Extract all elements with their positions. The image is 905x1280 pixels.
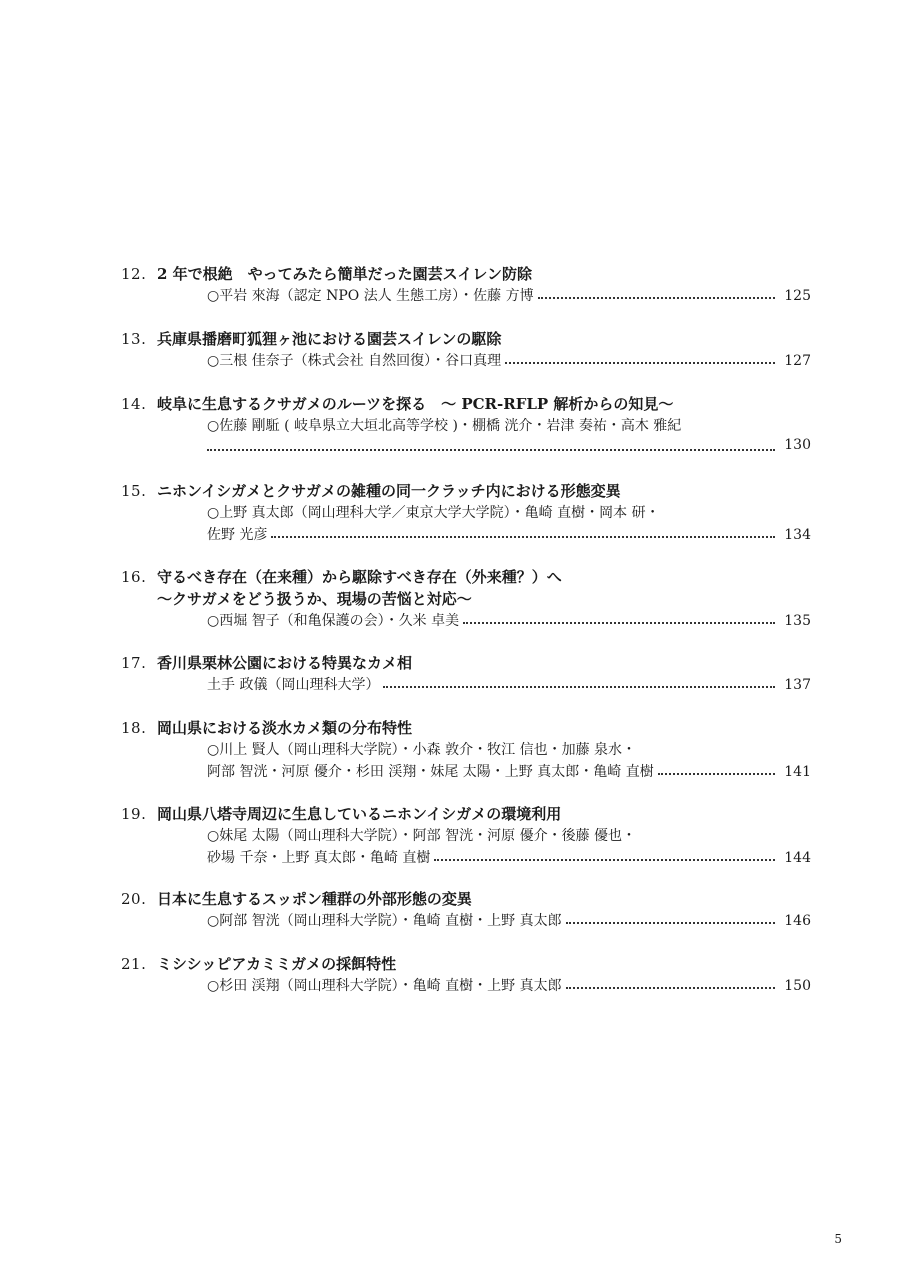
toc-page-number: 125: [784, 288, 811, 304]
toc-entry-number: 17.: [121, 654, 147, 672]
dot-leader: [538, 289, 775, 303]
toc-entry-title-text: 日本に生息するスッポン種群の外部形態の変異: [157, 890, 472, 908]
toc-entry-title-text: 岡山県における淡水カメ類の分布特性: [157, 719, 413, 737]
author-text: 佐野 光彦: [207, 527, 268, 543]
author-text: ○佐藤 剛駈 ( 岐阜県立大垣北高等学校 )・棚橋 洸介・岩津 奏祐・高木 雅紀: [207, 418, 682, 434]
toc-page-number: 134: [784, 527, 811, 543]
toc-page-number: 150: [784, 978, 811, 994]
toc-entry-number: 21.: [121, 955, 147, 973]
toc-entry-title-text: ～クサガメをどう扱うか、現場の苦悩と対応～: [157, 590, 472, 608]
toc-entry-title-text: 岡山県八塔寺周辺に生息しているニホンイシガメの環境利用: [157, 805, 562, 823]
dot-leader: [566, 914, 775, 928]
toc-entry-authors: [121, 415, 811, 437]
toc-entry: [121, 803, 811, 869]
dot-leader: [566, 979, 775, 993]
toc-entry-title-text: 香川県栗林公園における特異なカメ相: [157, 654, 413, 672]
author-text: ○杉田 渓翔（岡山理科大学院）・亀崎 直樹・上野 真太郎: [207, 978, 562, 994]
author-text: ○西堀 智子（和亀保護の会）・久米 卓美: [207, 613, 460, 629]
toc-entry-title: [121, 480, 811, 502]
toc-entry-title: [121, 803, 811, 825]
author-text: ○妹尾 太陽（岡山理科大学院）・阿部 智洸・河原 優介・後藤 優也・: [207, 828, 637, 844]
toc-page-number: 146: [784, 913, 811, 929]
author-text: ○平岩 來海（認定 NPO 法人 生態工房）・佐藤 方博: [207, 288, 534, 304]
toc-entry: [121, 888, 811, 932]
toc-entry-authors: [121, 285, 811, 307]
toc-entry-title: [121, 717, 811, 739]
toc-entry: [121, 652, 811, 696]
toc-entry-title-text: ミシシッピアカミミガメの採餌特性: [157, 955, 397, 973]
toc-entry: [121, 953, 811, 997]
toc-page-number: 144: [784, 850, 811, 866]
dot-leader: [658, 765, 775, 779]
toc-entry-title: [121, 328, 811, 350]
dot-leader: [383, 678, 775, 692]
toc-entry-title-text: 守るべき存在（在来種）から駆除すべき存在（外来種？）へ: [157, 568, 562, 586]
toc-entry-number: 16.: [121, 568, 147, 586]
dot-leader: [463, 614, 775, 628]
toc-entry-title: [121, 588, 811, 610]
toc-entry-authors: [121, 739, 811, 761]
toc-entry-number: 20.: [121, 890, 147, 908]
toc-entry: [121, 393, 811, 459]
author-text: ○三根 佳奈子（株式会社 自然回復）・谷口真理: [207, 353, 502, 369]
toc-entry: [121, 480, 811, 546]
toc-entry-authors: [121, 910, 811, 932]
author-text: ○阿部 智洸（岡山理科大学院）・亀崎 直樹・上野 真太郎: [207, 913, 562, 929]
toc-entry-title: [121, 888, 811, 910]
toc-entry-authors: [121, 975, 811, 997]
toc-page-number: 130: [784, 437, 811, 453]
toc-entry-title-text: 岐阜に生息するクサガメのルーツを探る ～ PCR-RFLP 解析からの知見～: [157, 395, 674, 413]
toc-entry-title-text: 兵庫県播磨町狐狸ヶ池における園芸スイレンの駆除: [157, 330, 502, 348]
toc-entry-number: 14.: [121, 395, 147, 413]
toc-entry-title: [121, 263, 811, 285]
toc-entry-authors: [121, 502, 811, 524]
author-text: ○上野 真太郎（岡山理科大学／東京大学大学院）・亀崎 直樹・岡本 研・: [207, 505, 660, 521]
toc-entry-authors: [121, 674, 811, 696]
author-text: ○川上 賢人（岡山理科大学院）・小森 敦介・牧江 信也・加藤 泉水・: [207, 742, 637, 758]
toc-entry-title: [121, 953, 811, 975]
toc-entry-number: 15.: [121, 482, 147, 500]
toc-entry: [121, 328, 811, 372]
author-text: 阿部 智洸・河原 優介・杉田 渓翔・妹尾 太陽・上野 真太郎・亀崎 直樹: [207, 764, 654, 780]
toc-page-number: 135: [784, 613, 811, 629]
toc-entry-number: 19.: [121, 805, 147, 823]
dot-leader: [271, 528, 775, 542]
toc-entry-authors: [121, 847, 811, 869]
toc-entry: [121, 717, 811, 783]
toc-entry-title: [121, 393, 811, 415]
toc-entry-authors: [121, 825, 811, 847]
toc-entry-title-text: 2 年で根絶 やってみたら簡単だった園芸スイレン防除: [157, 265, 532, 283]
toc-entry-title: [121, 566, 811, 588]
toc-entry: [121, 263, 811, 307]
dot-leader: [207, 441, 775, 455]
toc-entry-authors: [121, 610, 811, 632]
toc-entry-authors: [121, 350, 811, 372]
toc-entry-title: [121, 652, 811, 674]
toc-entry-title-text: ニホンイシガメとクサガメの雑種の同一クラッチ内における形態変異: [157, 482, 621, 500]
toc-entry-number: 13.: [121, 330, 147, 348]
toc-entry-number: 18.: [121, 719, 147, 737]
toc-entry-authors: [121, 437, 811, 459]
dot-leader: [434, 851, 775, 865]
toc-page-number: 137: [784, 677, 811, 693]
toc-page-number: 127: [784, 353, 811, 369]
dot-leader: [505, 354, 775, 368]
page-number: 5: [834, 1232, 842, 1246]
author-text: 砂場 千奈・上野 真太郎・亀崎 直樹: [207, 850, 431, 866]
toc-entry-authors: [121, 524, 811, 546]
toc-entry-number: 12.: [121, 265, 147, 283]
toc-entry: [121, 566, 811, 632]
toc-entry-authors: [121, 761, 811, 783]
toc-page-number: 141: [784, 764, 811, 780]
author-text: 土手 政儀（岡山理科大学）: [207, 677, 380, 693]
